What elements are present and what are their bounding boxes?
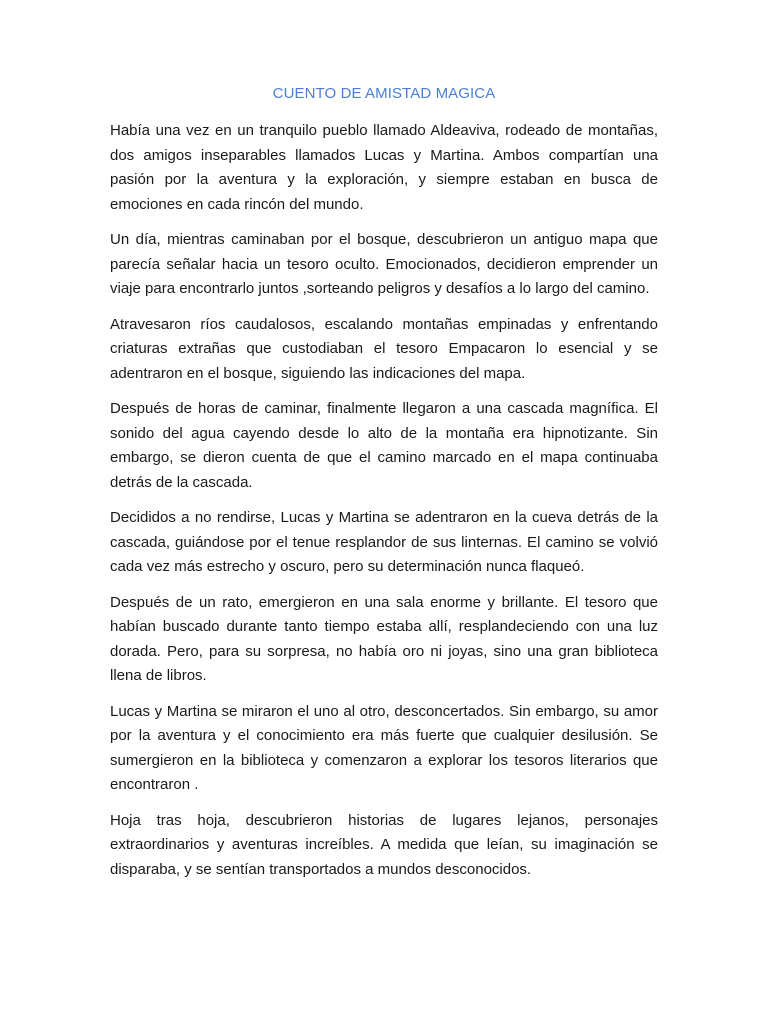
paragraph-2: Un día, mientras caminaban por el bosque, descubrieron un antiguo mapa que parecía señalar hacia un tesoro oculto. Emocionados, decidieron emprender un viaje para encontrarlo juntos ,sorteando peligros y desafíos a lo largo del camino. bbox=[110, 231, 658, 297]
paragraph-3: Atravesaron ríos caudalosos, escalando montañas empinadas y enfrentando criaturas extrañas que custodiaban el tesoro Empacaron lo esencial y se adentraron en el bosque, siguiendo las indicaciones del mapa. bbox=[110, 315, 658, 382]
document-title: CUENTO DE AMISTAD MAGICA bbox=[272, 85, 496, 102]
paragraph-6: Después de un rato, emergieron en una sala enorme y brillante. El tesoro que habían buscado durante tanto tiempo estaba allí, resplandeciendo con una luz dorada. Pero, para su sorpresa, no había oro ni joyas, sino una gran biblioteca llena de libros. bbox=[110, 593, 658, 684]
paragraph-8: Hoja tras hoja, descubrieron historias de lugares lejanos, personajes extraordinarios y aventuras increíbles. A medida que leían, su imaginación se disparaba, y se sentían transportados a mundos desconocidos. bbox=[110, 811, 658, 878]
paragraph-7: Lucas y Martina se miraron el uno al otro, desconcertados. Sin embargo, su amor por la aventura y el conocimiento era más fuerte que cualquier desilusión. Se sumergieron en la biblioteca y comenzaron a explorar los tesoros literarios que encontraron . bbox=[110, 702, 658, 793]
paragraph-4: Después de horas de caminar, finalmente llegaron a una cascada magnífica. El sonido del agua cayendo desde lo alto de la montaña era hipnotizante. Sin embargo, se dieron cuenta de que el camino marcado en el mapa continuaba detrás de la cascada. bbox=[110, 400, 658, 491]
document-page bbox=[110, 84, 658, 893]
paragraph-5: Decididos a no rendirse, Lucas y Martina se adentraron en la cueva detrás de la cascada, guiándose por el tenue resplandor de sus linternas. El camino se volvió cada vez más estrecho y oscuro, pero su determinación nunca flaqueó. bbox=[110, 509, 658, 575]
paragraph-1: Había una vez en un tranquilo pueblo llamado Aldeaviva, rodeado de montañas, dos amigos inseparables llamados Lucas y Martina. Ambos compartían una pasión por la aventura y la exploración, y siempre estaban en busca de emociones en cada rincón del mundo. bbox=[110, 122, 658, 213]
